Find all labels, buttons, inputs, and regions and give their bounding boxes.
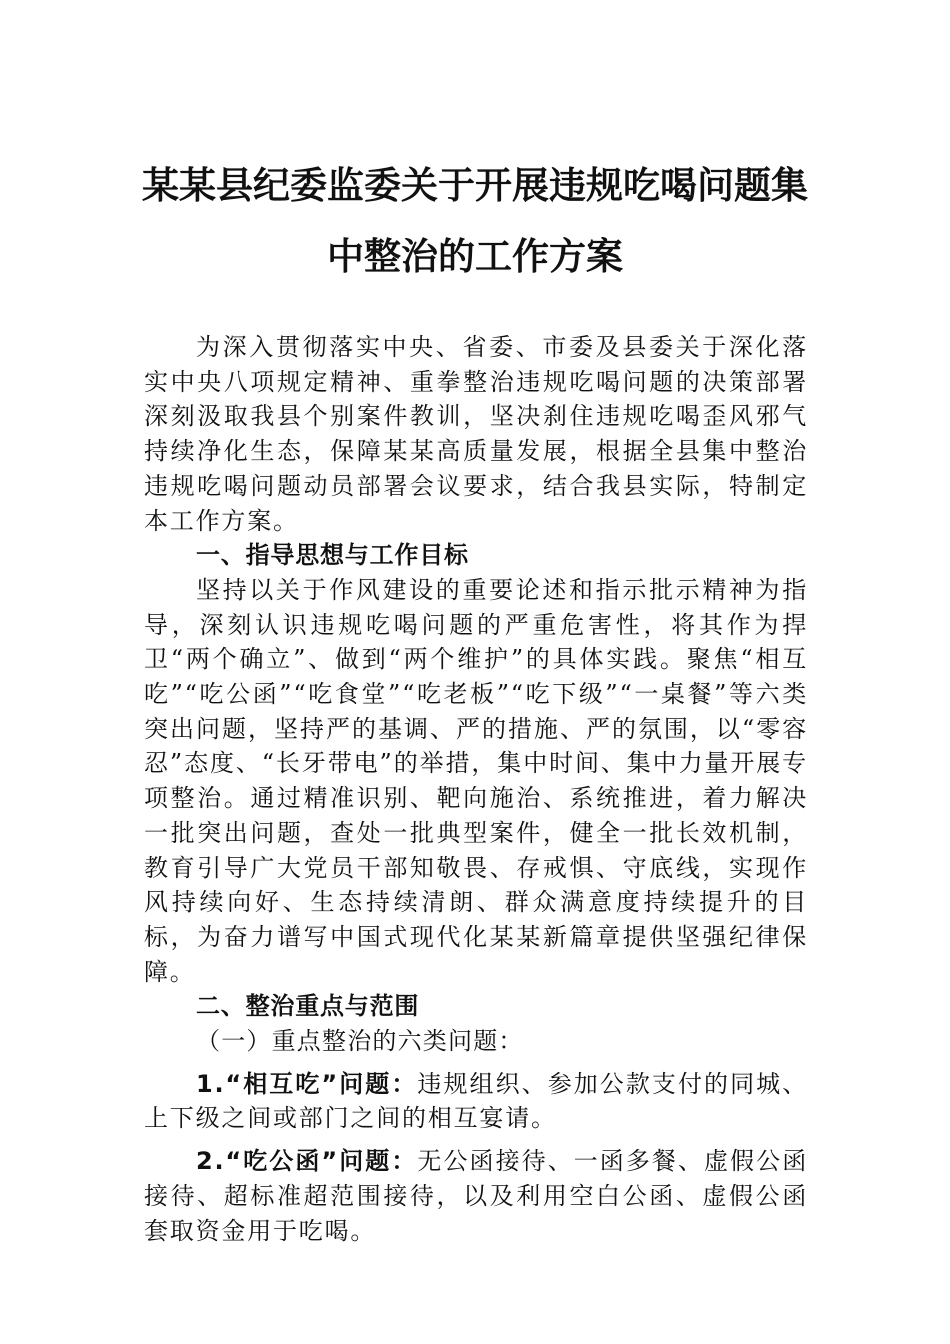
intro-paragraph: 为深入贯彻落实中央、省委、市委及县委关于深化落实中央八项规定精神、重拳整治违规吃喝问题的决策部署深刻汲取我县个别案件教训，坚决刹住违规吃喝歪风邪气持续净化生态，保障某某高质量发展，根据全县集中整治违规吃喝问题动员部署会议要求，结合我县实际，特制定本工作方案。 xyxy=(144,333,808,535)
section-1-paragraph: 坚持以关于作风建设的重要论述和指示批示精神为指导，深刻认识违规吃喝问题的严重危害性，将其作为捍卫“两个确立”、做到“两个维护”的具体实践。聚焦“相互吃”“吃公函”“吃食堂”“吃老板”“吃下级”“一桌餐”等六类突出问题，坚持严的基调、严的措施、严的氛围，以“零容忍”态度、“长牙带电”的举措，集中时间、集中力量开展专项整治。通过精准识别、靶向施治、系统推进，着力解决一批突出问题，查处一批典型案件，健全一批长效机制，教育引导广大党员干部知敬畏、存戒惧、守底线，实现作风持续向好、生态持续清朗、群众满意度持续提升的目标，为奋力谱写中国式现代化某某新篇章提供坚强纪律保障。 xyxy=(144,575,808,986)
section-2-subheading: （一）重点整治的六类问题： xyxy=(196,1027,524,1056)
list-item xyxy=(144,1144,808,1248)
document-title-line-2: 中整治的工作方案 xyxy=(327,234,623,278)
document-title-line-1: 某某县纪委监委关于开展违规吃喝问题集 xyxy=(142,163,808,207)
section-1-heading: 一、指导思想与工作目标 xyxy=(196,541,469,570)
list-item-label: 2.“吃公函”问题： xyxy=(196,1147,418,1176)
list-item xyxy=(144,1067,808,1136)
document-body xyxy=(144,330,808,1248)
list-item-text: 违规组织、参加公款支付的同城、上下级之间或部门之间的相互宴请。 xyxy=(144,1069,809,1133)
list-item-text: 无公函接待、一函多餐、虚假公函接待、超标准超范围接待，以及利用空白公函、虚假公函套取资金用于吃喝。 xyxy=(144,1147,809,1245)
section-2-heading: 二、整治重点与范围 xyxy=(196,992,420,1021)
list-item-label: 1.“相互吃”问题： xyxy=(196,1069,418,1098)
